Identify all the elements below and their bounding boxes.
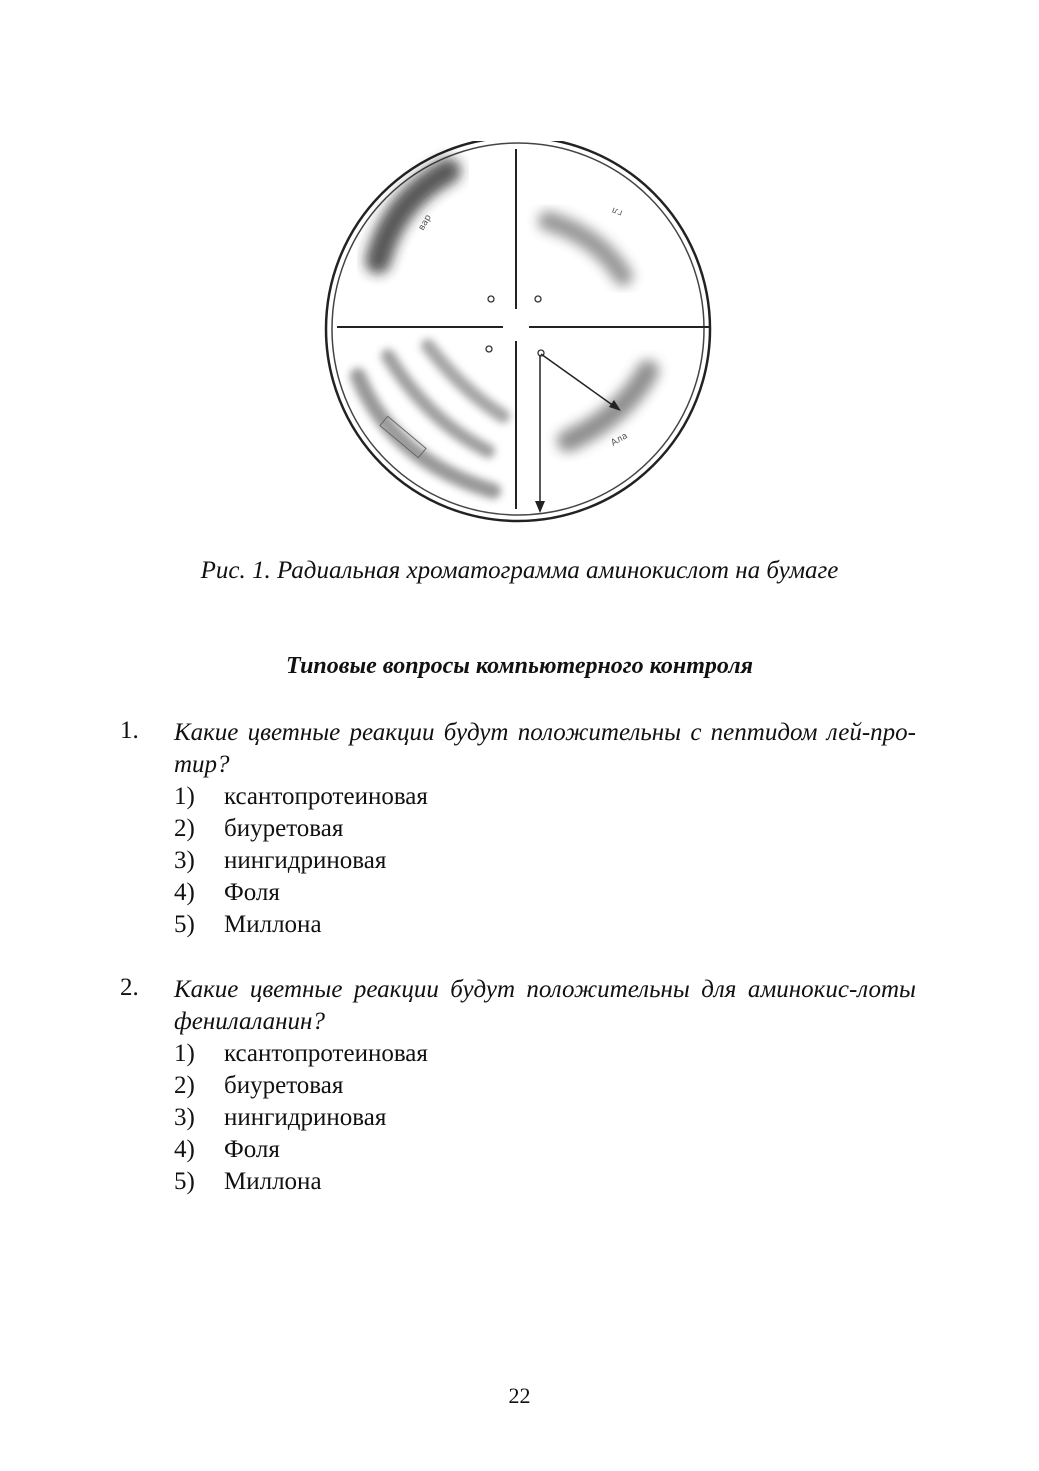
- answer-option[interactable]: [174, 1102, 428, 1134]
- option-number: 2): [174, 815, 195, 842]
- option-label: Миллона: [224, 911, 322, 938]
- answer-option[interactable]: [174, 813, 428, 845]
- option-label: ксантопротеиновая: [224, 783, 428, 810]
- option-number: 1): [174, 1040, 195, 1067]
- answer-option[interactable]: [174, 1166, 428, 1198]
- option-number: 3): [174, 847, 195, 874]
- answer-option[interactable]: [174, 781, 428, 813]
- option-number: 5): [174, 1168, 195, 1195]
- section-title: Типовые вопросы компьютерного контроля: [286, 653, 753, 679]
- option-label: ксантопротеиновая: [224, 1040, 428, 1067]
- question-number: 2.: [120, 974, 139, 1001]
- chromatogram-figure: [323, 141, 725, 543]
- option-label: Фоля: [224, 879, 280, 906]
- page-number: 22: [508, 1383, 531, 1408]
- svg-text:гл: гл: [610, 204, 625, 218]
- question-number: 1.: [120, 717, 139, 744]
- option-number: 1): [174, 783, 195, 810]
- option-label: биуретовая: [224, 1072, 344, 1099]
- option-number: 3): [174, 1104, 195, 1131]
- option-label: Фоля: [224, 1136, 280, 1163]
- option-number: 4): [174, 879, 195, 906]
- answer-option[interactable]: [174, 877, 428, 909]
- svg-text:Ала: Ала: [609, 431, 630, 449]
- answer-options: [174, 781, 428, 941]
- option-label: нингидриновая: [224, 1104, 387, 1131]
- option-number: 5): [174, 911, 195, 938]
- option-number: 4): [174, 1136, 195, 1163]
- answer-option[interactable]: [174, 845, 428, 877]
- option-label: Миллона: [224, 1168, 322, 1195]
- answer-options: [174, 1038, 428, 1198]
- radial-chromatogram-icon: [323, 141, 725, 543]
- figure-caption: Рис. 1. Радиальная хроматограмма аминокислот на бумаге: [200, 557, 839, 584]
- option-number: 2): [174, 1072, 195, 1099]
- svg-text:вар: вар: [416, 213, 434, 233]
- answer-option[interactable]: [174, 1070, 428, 1102]
- question-text: Какие цветные реакции будут положительны с пептидом лей-про-тир?: [174, 719, 916, 778]
- option-label: биуретовая: [224, 815, 344, 842]
- answer-option[interactable]: [174, 1038, 428, 1070]
- question-text: Какие цветные реакции будут положительны для аминокис-лоты фенилаланин?: [174, 976, 916, 1035]
- option-label: нингидриновая: [224, 847, 387, 874]
- answer-option[interactable]: [174, 909, 428, 941]
- answer-option[interactable]: [174, 1134, 428, 1166]
